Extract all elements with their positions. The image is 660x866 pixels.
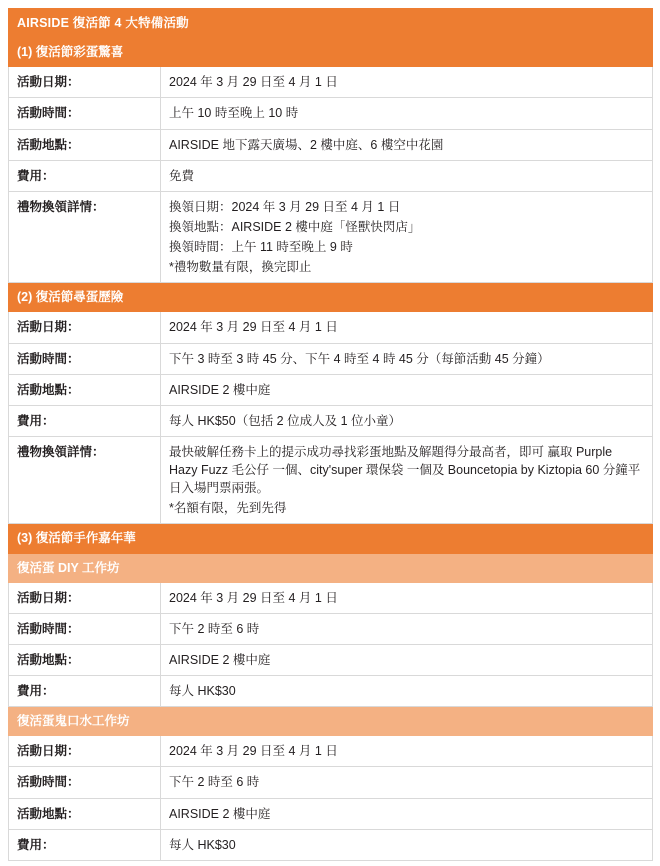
row-value [161,436,653,524]
table-row [9,160,653,191]
row-value: 上午 10 時至晚上 10 時 [161,98,653,129]
row-label: 禮物換領詳情： [9,191,161,283]
subsection-header-1 [9,553,653,582]
events-table [8,8,653,861]
row-label: 活動日期： [9,582,161,613]
row-value: AIRSIDE 2 樓中庭 [161,644,653,675]
row-label: 活動時間： [9,767,161,798]
events-table-body [9,9,653,861]
row-value-line: 換領地點：AIRSIDE 2 樓中庭「怪獸快閃店」 [169,219,421,234]
table-row [9,613,653,644]
subsection-header-label: 復活蛋 DIY 工作坊 [9,553,653,582]
row-label: 活動日期： [9,736,161,767]
row-label: 活動時間： [9,343,161,374]
table-row [9,436,653,524]
row-value: 2024 年 3 月 29 日至 4 月 1 日 [161,582,653,613]
section-header-2 [9,283,653,312]
table-row [9,98,653,129]
subsection-header-label: 復活蛋鬼口水工作坊 [9,707,653,736]
row-label: 活動地點： [9,798,161,829]
row-value: 下午 2 時至 6 時 [161,767,653,798]
row-label: 費用： [9,160,161,191]
table-row [9,644,653,675]
row-label: 活動地點： [9,644,161,675]
table-row [9,676,653,707]
row-value: AIRSIDE 2 樓中庭 [161,374,653,405]
row-value: 2024 年 3 月 29 日至 4 月 1 日 [161,736,653,767]
table-row [9,191,653,283]
row-value: 下午 2 時至 6 時 [161,613,653,644]
table-row [9,67,653,98]
row-label: 活動地點： [9,129,161,160]
row-value-note: *名額有限，先到先得 [169,501,287,516]
table-row [9,343,653,374]
subsection-header-2 [9,707,653,736]
row-value: 2024 年 3 月 29 日至 4 月 1 日 [161,312,653,343]
section-header-1 [9,38,653,67]
section-header-label: (3) 復活節手作嘉年華 [9,524,653,553]
row-label: 活動日期： [9,67,161,98]
row-value-line: 換領日期：2024 年 3 月 29 日至 4 月 1 日 [169,199,401,214]
row-label: 活動時間： [9,613,161,644]
row-label: 活動地點： [9,374,161,405]
table-row [9,582,653,613]
table-row [9,374,653,405]
row-label: 活動日期： [9,312,161,343]
table-row [9,129,653,160]
table-row [9,736,653,767]
row-value: 每人 HK$30 [161,829,653,860]
row-value: 2024 年 3 月 29 日至 4 月 1 日 [161,67,653,98]
page-title: AIRSIDE 復活節 4 大特備活動 [9,9,653,38]
table-row [9,798,653,829]
row-value-note: *禮物數量有限，換完即止 [169,260,312,275]
row-value: AIRSIDE 地下露天廣場、2 樓中庭、6 樓空中花園 [161,129,653,160]
section-header-label: (1) 復活節彩蛋驚喜 [9,38,653,67]
table-row [9,829,653,860]
row-value [161,191,653,283]
row-value: AIRSIDE 2 樓中庭 [161,798,653,829]
row-label: 費用： [9,676,161,707]
row-value: 免費 [161,160,653,191]
row-label: 活動時間： [9,98,161,129]
table-row [9,312,653,343]
row-label: 禮物換領詳情： [9,436,161,524]
section-header-3 [9,524,653,553]
table-title-row [9,9,653,38]
row-label: 費用： [9,829,161,860]
row-value: 每人 HK$50（包括 2 位成人及 1 位小童） [161,405,653,436]
table-row [9,405,653,436]
table-row [9,767,653,798]
section-header-label: (2) 復活節尋蛋歷險 [9,283,653,312]
row-value: 下午 3 時至 3 時 45 分、下午 4 時至 4 時 45 分（每節活動 45 分鐘） [161,343,653,374]
row-value: 每人 HK$30 [161,676,653,707]
row-label: 費用： [9,405,161,436]
row-value-line: 最快破解任務卡上的提示成功尋找彩蛋地點及解題得分最高者，即可 贏取 Purple Hazy Fuzz 毛公仔 一個、city'super 環保袋 一個及 Bouncetopia by Kiztopia 60 分鐘平日入場門票兩張。 [169,444,641,496]
row-value-line: 換領時間：上午 11 時至晚上 9 時 [169,240,353,254]
